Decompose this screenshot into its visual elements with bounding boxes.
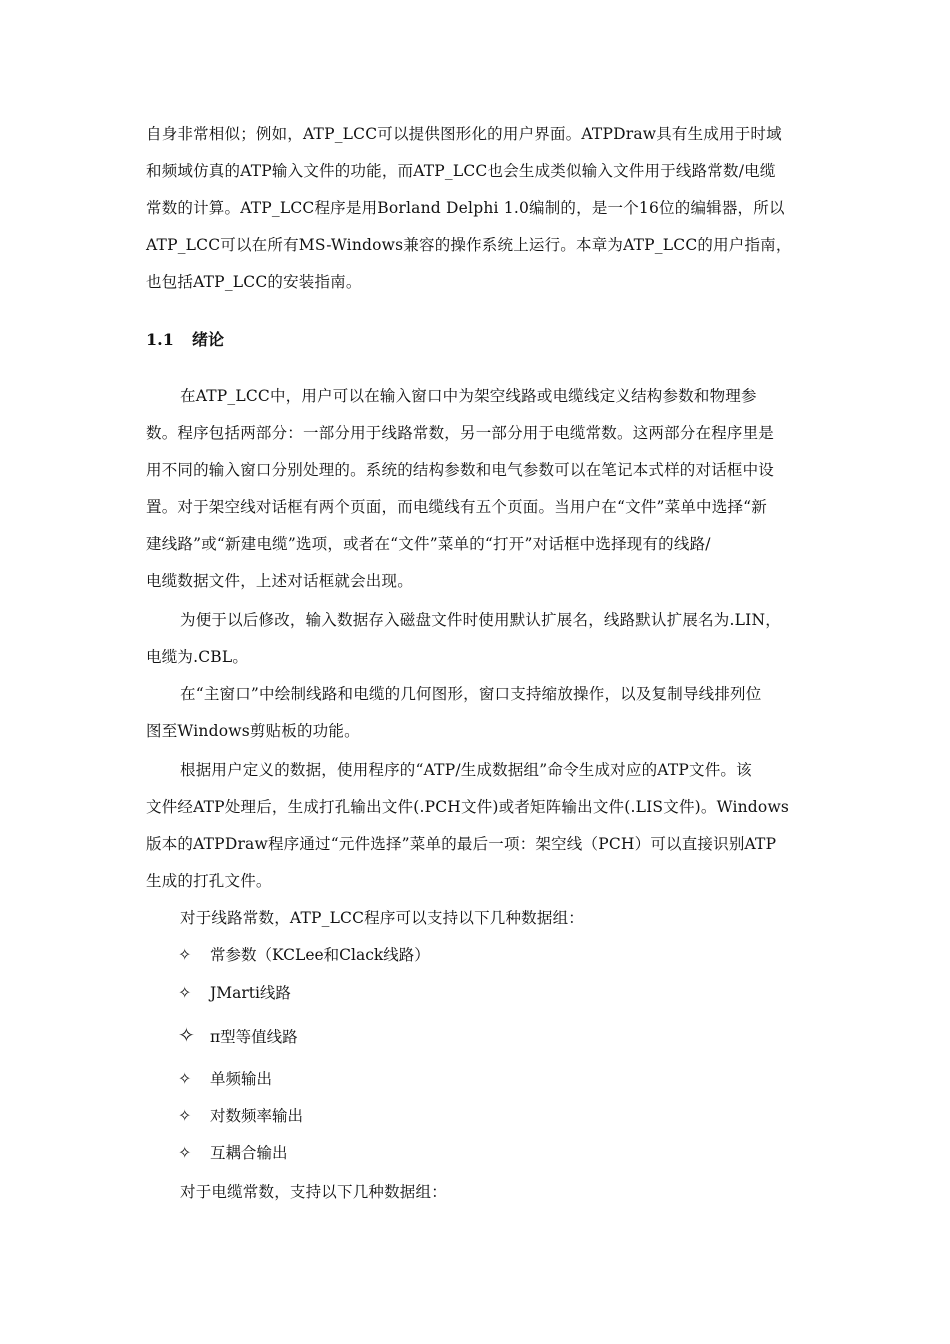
paragraph-line: 版本的ATPDraw程序通过“元件选择”菜单的最后一项：架空线（PCH）可以直接识别ATP	[146, 835, 777, 853]
list-item	[178, 1143, 288, 1163]
section-title: 绪论	[192, 330, 225, 349]
paragraph-line: 常数的计算。ATP_LCC程序是用Borland Delphi 1.0编制的，是一个16位的编辑器，所以	[146, 199, 785, 217]
list-item-label: JMarti线路	[210, 984, 291, 1002]
diamond-bullet-icon: ✧	[178, 1106, 192, 1125]
diamond-bullet-icon: ✧	[178, 945, 192, 964]
paragraph-line: 在ATP_LCC中，用户可以在输入窗口中为架空线路或电缆线定义结构参数和物理参	[180, 387, 757, 405]
paragraph-line: 文件经ATP处理后，生成打孔输出文件(.PCH文件)或者矩阵输出文件(.LIS文件)。Windows	[146, 798, 790, 816]
list-item	[178, 1069, 272, 1089]
paragraph-line: 数。程序包括两部分：一部分用于线路常数，另一部分用于电缆常数。这两部分在程序里是	[146, 424, 775, 442]
paragraph-line: 建线路”或“新建电缆”选项，或者在“文件”菜单的“打开”对话框中选择现有的线路/	[146, 535, 711, 553]
paragraph-line: 也包括ATP_LCC的安装指南。	[146, 273, 362, 291]
paragraph-line: 用不同的输入窗口分别处理的。系统的结构参数和电气参数可以在笔记本式样的对话框中设	[146, 461, 775, 479]
paragraph-line: 电缆数据文件，上述对话框就会出现。	[146, 572, 413, 590]
paragraph-line: 生成的打孔文件。	[146, 872, 272, 890]
paragraph-line: 对于线路常数，ATP_LCC程序可以支持以下几种数据组：	[180, 909, 584, 927]
paragraph-line: 自身非常相似；例如，ATP_LCC可以提供图形化的用户界面。ATPDraw具有生成用于时域	[146, 125, 782, 143]
section-number: 1.1	[146, 330, 174, 349]
diamond-bullet-icon: ✧	[178, 1023, 195, 1047]
paragraph-line: 图至Windows剪贴板的功能。	[146, 722, 360, 740]
diamond-bullet-icon: ✧	[178, 1143, 192, 1162]
diamond-bullet-icon: ✧	[178, 983, 192, 1002]
diamond-bullet-icon: ✧	[178, 1069, 192, 1088]
list-item-label: π型等值线路	[210, 1028, 298, 1046]
paragraph-line: 为便于以后修改，输入数据存入磁盘文件时使用默认扩展名，线路默认扩展名为.LIN，	[180, 611, 781, 629]
paragraph-line: 在“主窗口”中绘制线路和电缆的几何图形，窗口支持缩放操作，以及复制导线排列位	[180, 685, 762, 703]
list-item-label: 对数频率输出	[210, 1107, 304, 1125]
list-item	[178, 1106, 303, 1126]
paragraph-line: 对于电缆常数，支持以下几种数据组：	[180, 1183, 447, 1201]
paragraph-line: 和频域仿真的ATP输入文件的功能，而ATP_LCC也会生成类似输入文件用于线路常数/电缆	[146, 162, 776, 180]
paragraph-line: 电缆为.CBL。	[146, 648, 249, 666]
list-item-label: 互耦合输出	[210, 1144, 288, 1162]
paragraph-line: 根据用户定义的数据，使用程序的“ATP/生成数据组”命令生成对应的ATP文件。该	[180, 761, 752, 779]
list-item	[178, 945, 430, 965]
list-item-label: 常参数（KCLee和Clack线路）	[210, 946, 430, 964]
list-item	[178, 983, 291, 1003]
section-heading	[146, 327, 224, 350]
paragraph-line: 置。对于架空线对话框有两个页面，而电缆线有五个页面。当用户在“文件”菜单中选择“新	[146, 498, 767, 516]
list-item-label: 单频输出	[210, 1070, 273, 1088]
paragraph-line: ATP_LCC可以在所有MS-Windows兼容的操作系统上运行。本章为ATP_LCC的用户指南，	[146, 236, 792, 254]
list-item	[178, 1025, 298, 1047]
